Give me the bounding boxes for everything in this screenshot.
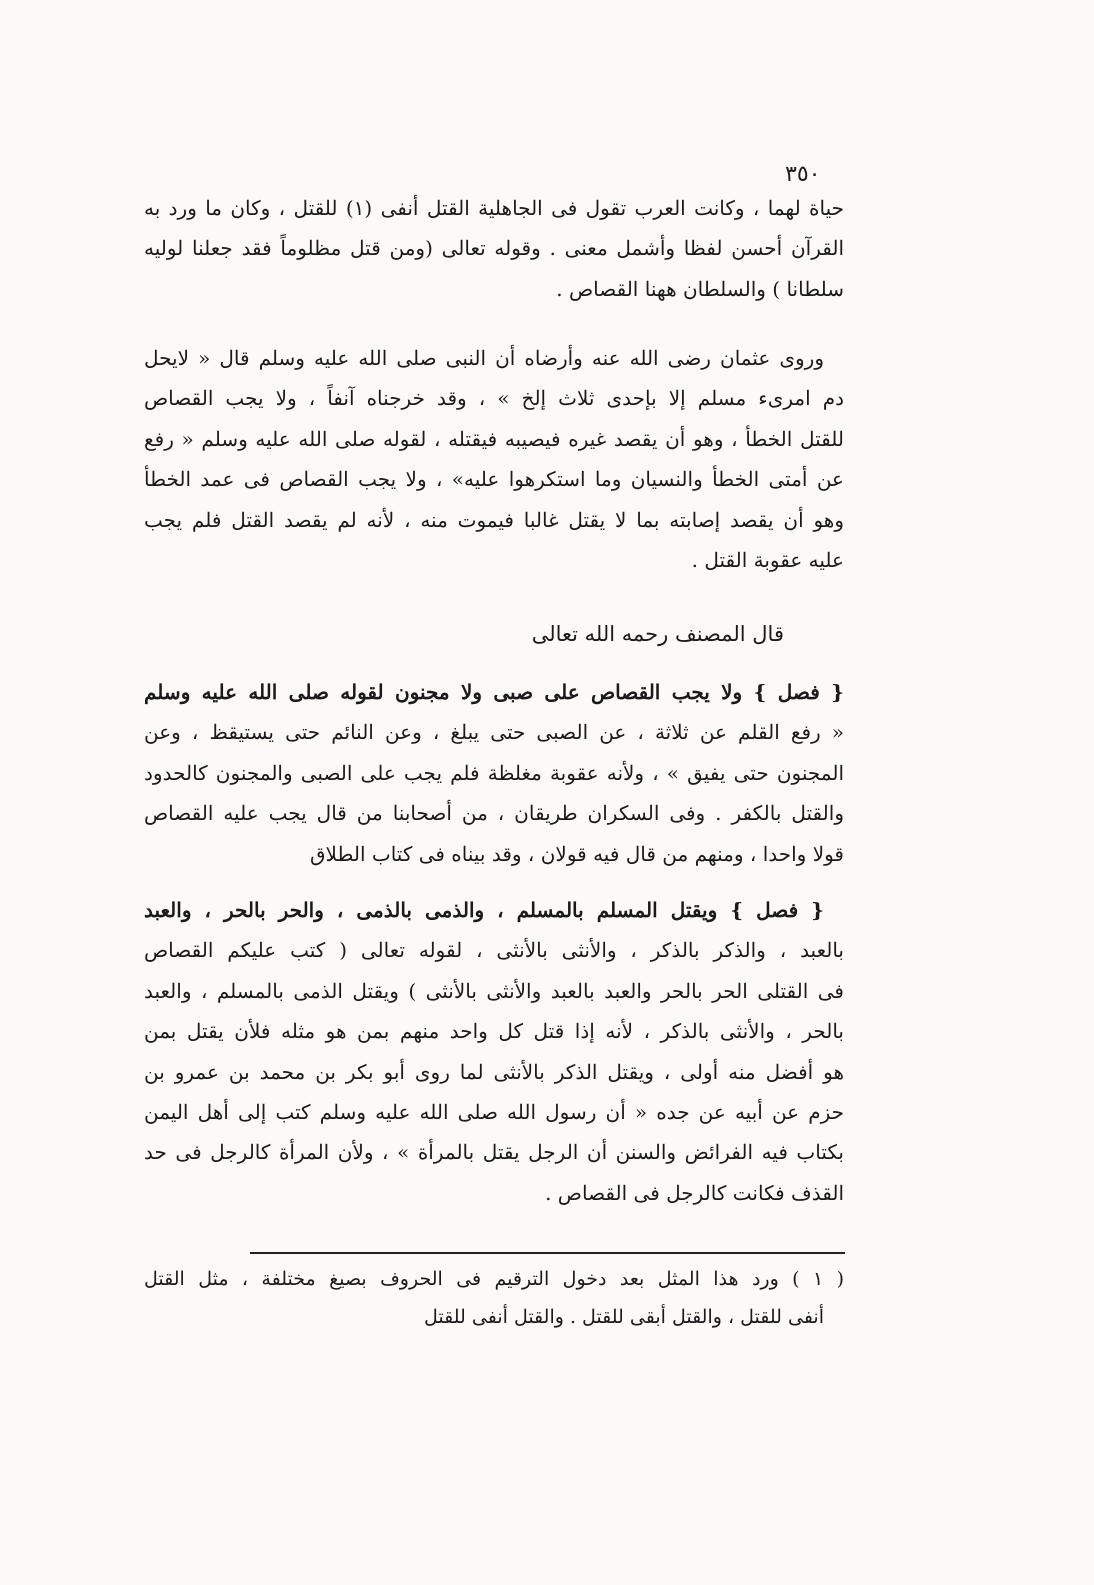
paragraph-2-line: للقتل الخطأ ، وهو أن يقصد غيره فيصيبه فيقتله ، لقوله صلى الله عليه وسلم « رفع [144, 426, 844, 451]
paragraph-4-line: بالعبد ، والذكر بالذكر ، والأنثى بالأنثى ، لقوله تعالى ( كتب عليكم القصاص [144, 938, 844, 963]
paragraph-4 [144, 890, 844, 1213]
paragraph-4-line: هو أفضل منه أولى ، ويقتل الذكر بالأنثى لما روى أبو بكر بن محمد بن عمرو بن [144, 1059, 844, 1084]
footnote [144, 1260, 844, 1336]
footnote-line: ( ١ ) ورد هذا المثل بعد دخول الترقيم فى الحروف بصيغ مختلفة ، مثل القتل [144, 1268, 844, 1290]
paragraph-1-line: حياة لهما ، وكانت العرب تقول فى الجاهلية القتل أنفى (١) للقتل ، وكان ما ورد به [144, 196, 844, 220]
paragraph-4-line: القذف فكانت كالرجل فى القصاص . [545, 1180, 844, 1205]
section-heading: قال المصنف رحمه الله تعالى [531, 622, 784, 646]
paragraph-4-line: حزم عن أبيه عن جده « أن رسول الله صلى الله عليه وسلم كتب إلى أهل اليمن [144, 1099, 844, 1124]
paragraph-4-line: فى القتلى الحر بالحر والعبد بالعبد والأنثى بالأنثى ) ويقتل الذمى بالمسلم ، والعبد [144, 978, 844, 1003]
paragraph-2-line: عن أمتى الخطأ والنسيان وما استكرهوا عليه» ، ولا يجب القصاص فى عمد الخطأ [144, 467, 844, 492]
paragraph-1-line: القرآن أحسن لفظا وأشمل معنى . وقوله تعالى (ومن قتل مظلوماً فقد جعلنا لوليه [144, 236, 844, 261]
paragraph-2-line: عليه عقوبة القتل . [691, 547, 844, 572]
paragraph-2 [144, 338, 844, 580]
paragraph-4-line: بكتاب فيه الفرائض والسنن أن الرجل يقتل بالمرأة » ، ولأن المرأة كالرجل فى حد [144, 1140, 844, 1165]
paragraph-3-line: والقتل بالكفر . وفى السكران طريقان ، من أصحابنا من قال يجب عليه القصاص [144, 801, 844, 826]
paragraph-3-line: { فصل } ولا يجب القصاص على صبى ولا مجنون لقوله صلى الله عليه وسلم [144, 680, 844, 704]
paragraph-3-line: المجنون حتى يفيق » ، ولأنه عقوبة مغلظة فلم يجب على الصبى والمجنون كالحدود [144, 760, 844, 785]
paragraph-2-line: وروى عثمان رضى الله عنه وأرضاه أن النبى صلى الله عليه وسلم قال « لايحل [144, 346, 824, 370]
footnote-line: أنفى للقتل ، والقتل أبقى للقتل . والقتل أنفى للقتل [424, 1306, 824, 1328]
paragraph-4-line: بالحر ، والأنثى بالذكر ، لأنه إذا قتل كل واحد منهم بمن هو مثله فلأن يقتل بمن [144, 1019, 844, 1044]
paragraph-1-line: سلطانا ) والسلطان ههنا القصاص . [556, 276, 844, 301]
paragraph-3-line: قولا واحدا ، ومنهم من قال فيه قولان ، وقد بيناه فى كتاب الطلاق [310, 841, 844, 866]
paragraph-1 [144, 188, 844, 309]
paragraph-2-line: دم امرىء مسلم إلا بإحدى ثلاث إلخ » ، وقد خرجناه آنفاً ، ولا يجب القصاص [144, 386, 844, 411]
paragraph-3 [144, 672, 844, 874]
page-number: ٣٥٠ [785, 162, 821, 187]
paragraph-4-line: { فصل } ويقتل المسلم بالمسلم ، والذمى بالذمى ، والحر بالحر ، والعبد [144, 898, 824, 922]
footnote-divider [250, 1252, 845, 1254]
paragraph-2-line: وهو أن يقصد إصابته بما لا يقتل غالبا فيموت منه ، لأنه لم يقصد القتل فلم يجب [144, 507, 844, 532]
paragraph-3-line: « رفع القلم عن ثلاثة ، عن الصبى حتى يبلغ ، وعن النائم حتى يستيقظ ، وعن [144, 720, 844, 745]
